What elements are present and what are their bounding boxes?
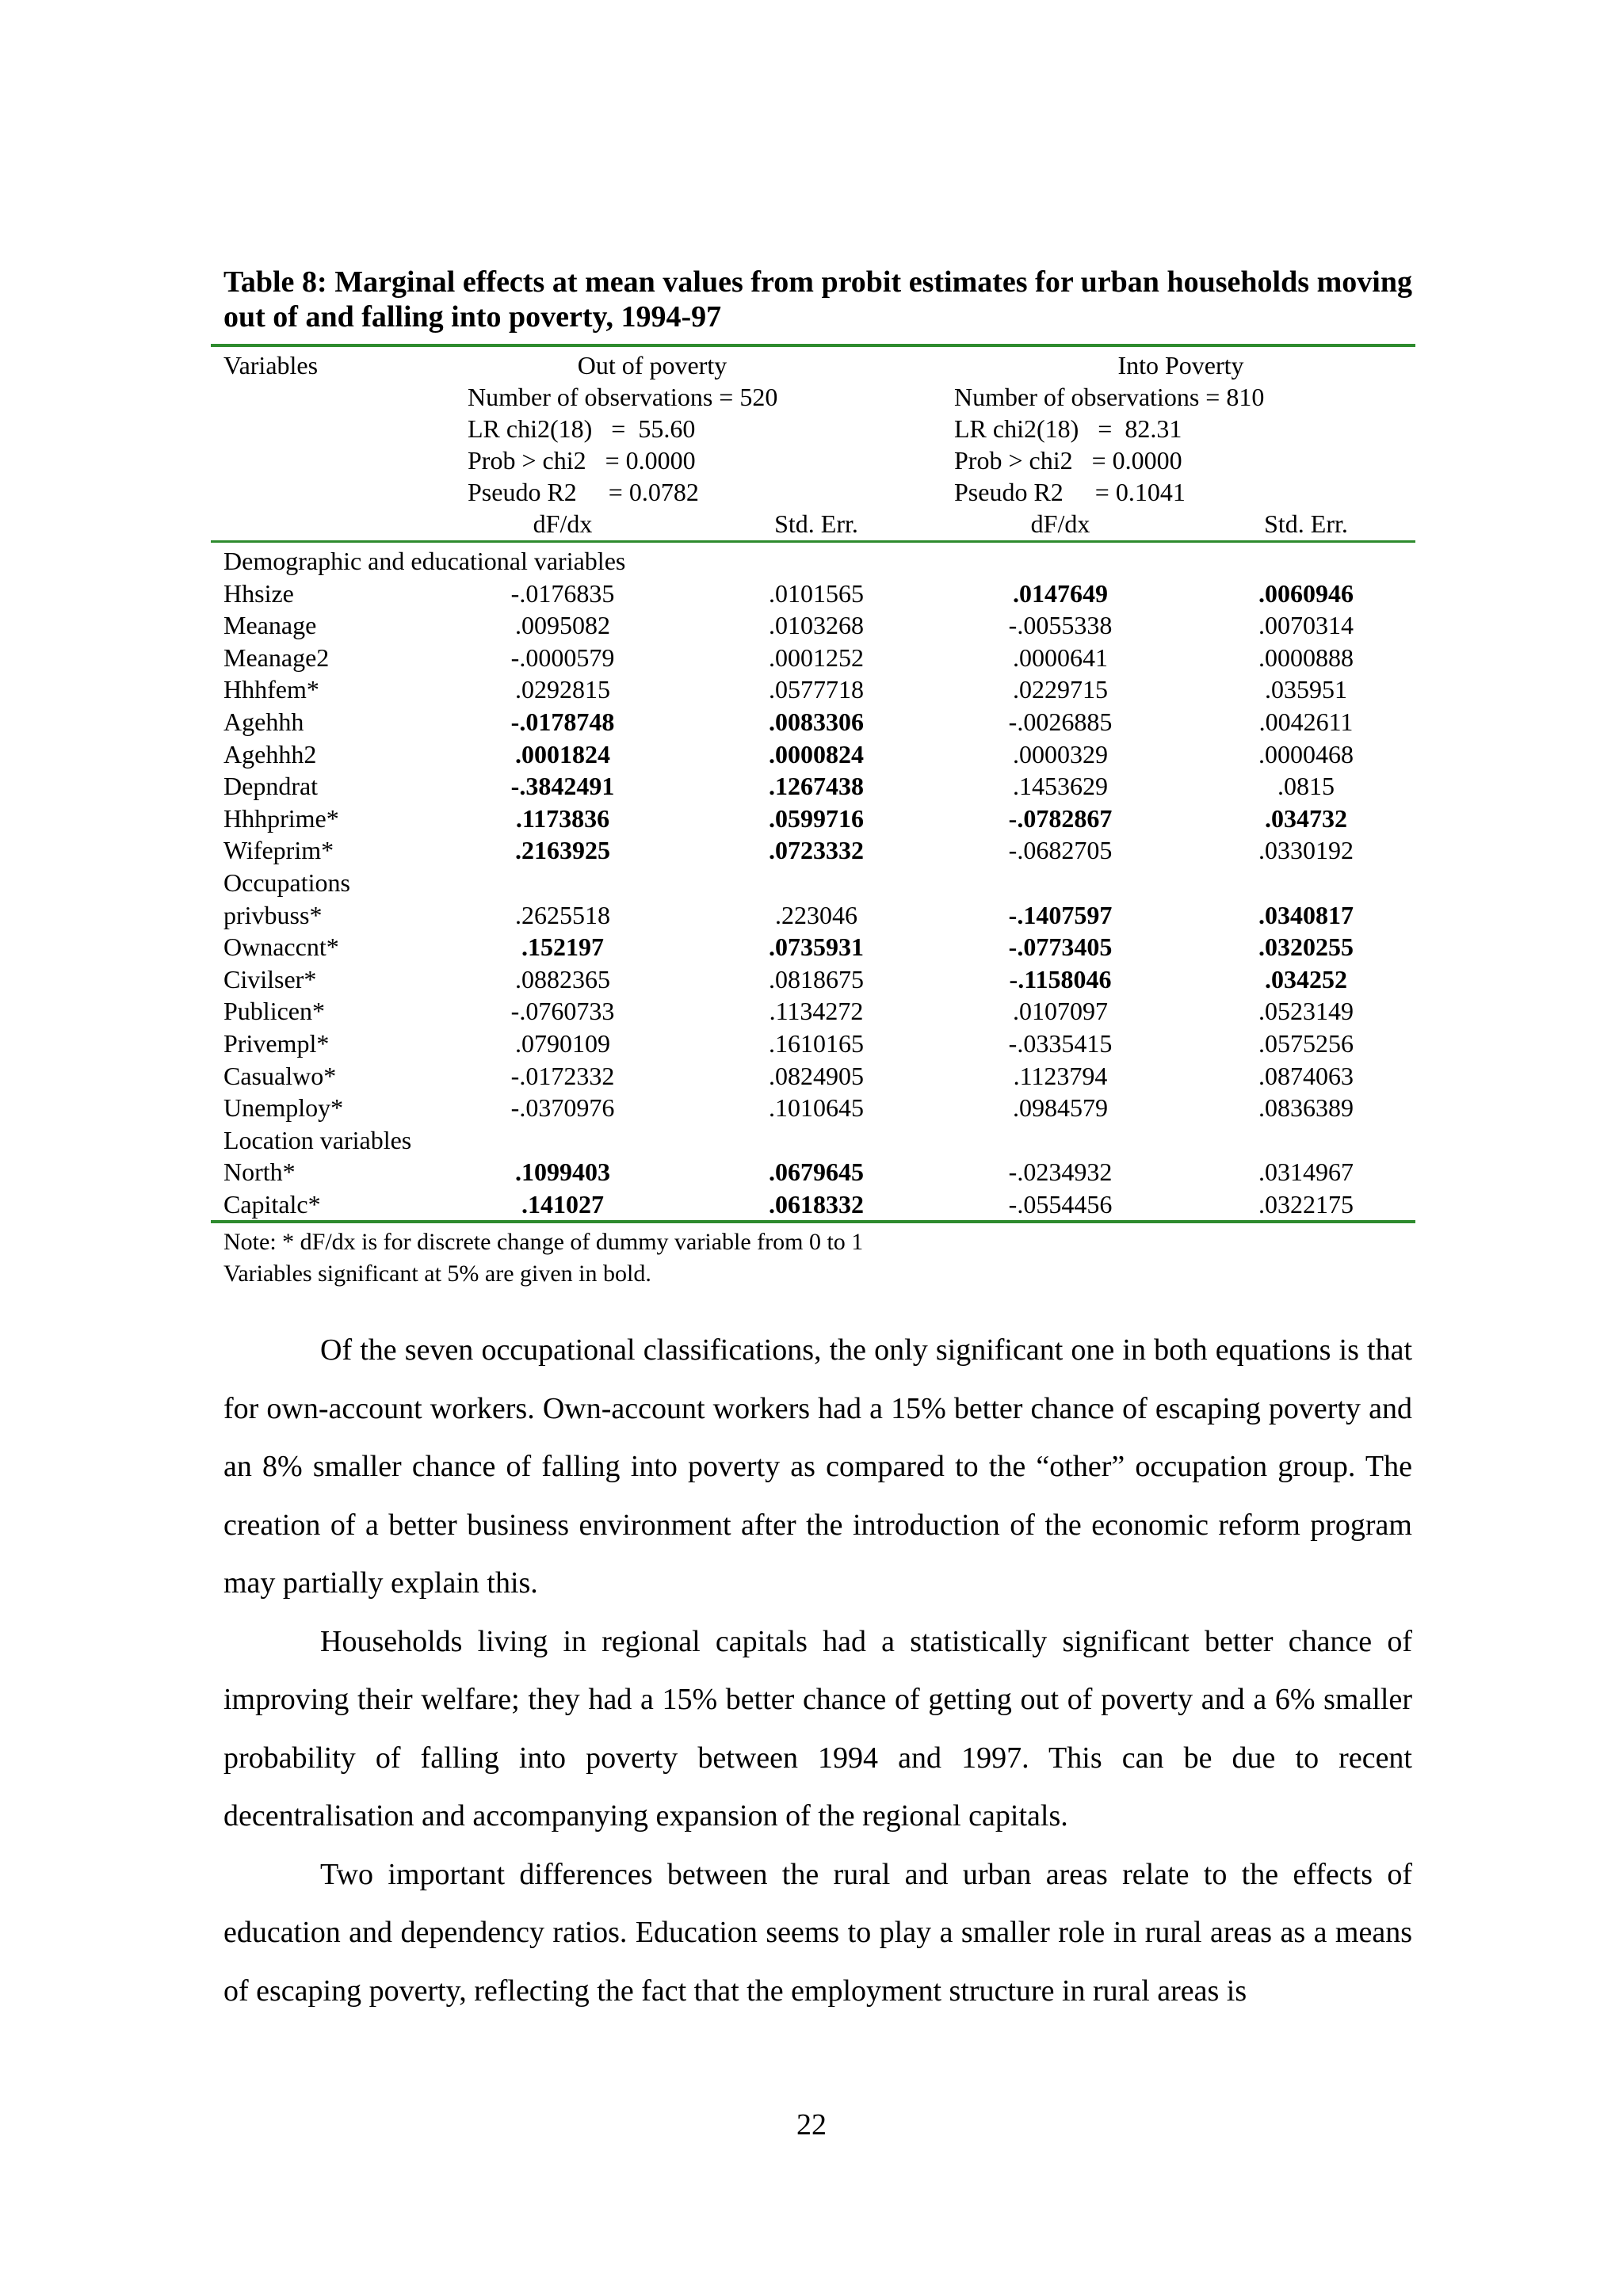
- cell-out-se: .0000824: [769, 739, 864, 769]
- cell-into-se: .0523149: [1258, 997, 1354, 1026]
- table-row: [0, 1188, 1623, 1220]
- cell-into-se: .0330192: [1258, 836, 1354, 865]
- cell-into-se: .0322175: [1258, 1190, 1354, 1219]
- header-out-stderr: Std. Err.: [774, 509, 858, 538]
- variable-label: Meanage2: [223, 643, 330, 672]
- cell-out-dfdx: -.0000579: [510, 643, 615, 672]
- table-top-rule: [211, 344, 1415, 347]
- cell-into-se: .0836389: [1258, 1093, 1354, 1123]
- variable-label: Civilser*: [223, 964, 317, 994]
- cell-into-se: .034732: [1265, 803, 1347, 833]
- cell-into-dfdx: -.0234932: [1008, 1158, 1113, 1187]
- cell-out-dfdx: .2625518: [515, 900, 610, 929]
- table-bottom-rule: [211, 1220, 1415, 1223]
- cell-into-se: .0070314: [1258, 611, 1354, 640]
- cell-out-se: .223046: [775, 900, 857, 929]
- cell-into-dfdx: .0984579: [1013, 1093, 1108, 1123]
- variable-label: Meanage: [223, 611, 317, 640]
- table-note-1: Note: * dF/dx is for discrete change of dummy variable from 0 to 1: [223, 1229, 864, 1255]
- variable-label: Hhhprime*: [223, 803, 339, 833]
- cell-out-se: .1010645: [769, 1093, 864, 1123]
- cell-into-dfdx: -.0026885: [1008, 707, 1113, 736]
- cell-out-dfdx: .0790109: [515, 1029, 610, 1058]
- table-row: [0, 1156, 1623, 1188]
- cell-into-se: .035951: [1265, 675, 1347, 704]
- cell-into-se: .0815: [1277, 772, 1335, 801]
- page-number: 22: [796, 2108, 827, 2142]
- header-out-dfdx: dF/dx: [533, 509, 593, 538]
- variable-label: Unemploy*: [223, 1093, 344, 1123]
- header-out-title: Out of poverty: [577, 351, 727, 379]
- table-row: [0, 995, 1623, 1027]
- header-into-nobs: Number of observations = 810: [954, 383, 1265, 411]
- cell-into-dfdx: -.0335415: [1008, 1029, 1113, 1058]
- table-row: [0, 609, 1623, 641]
- table-caption: Table 8: Marginal effects at mean values from probit estimates for urban households moving out of and falling into poverty, 1994-97: [223, 265, 1412, 334]
- variable-label: Hhhfem*: [223, 675, 319, 704]
- cell-into-se: .0000888: [1258, 643, 1354, 672]
- cell-into-se: .0320255: [1258, 933, 1354, 962]
- table-row: [0, 1092, 1623, 1123]
- cell-out-dfdx: -.0176835: [510, 578, 615, 608]
- cell-out-se: .0679645: [769, 1158, 864, 1187]
- table-row: [0, 834, 1623, 866]
- cell-out-se: .1134272: [769, 997, 864, 1026]
- table-header-rule: [211, 540, 1415, 543]
- table-row: [0, 642, 1623, 673]
- cell-out-dfdx: .1173836: [515, 803, 610, 833]
- cell-out-dfdx: -.0172332: [510, 1061, 615, 1090]
- table-row: [0, 706, 1623, 738]
- table-row: [0, 931, 1623, 963]
- cell-out-dfdx: -.0760733: [510, 997, 615, 1026]
- cell-into-dfdx: -.0055338: [1008, 611, 1113, 640]
- table-row: [0, 803, 1623, 834]
- cell-into-dfdx: .0147649: [1013, 578, 1108, 608]
- body-text: [223, 1322, 1412, 2020]
- cell-into-dfdx: .1453629: [1013, 772, 1108, 801]
- header-out-nobs: Number of observations = 520: [468, 383, 778, 411]
- cell-out-se: .0083306: [769, 707, 864, 736]
- table-row: [0, 738, 1623, 770]
- paragraph-3: Two important differences between the rural and urban areas relate to the effects of education and dependency ratios. Education seems to play a smaller role in rural areas as a means of escaping poverty, reflecting the fact that the employment structure in rural areas is: [223, 1857, 1412, 2008]
- cell-into-se: .0314967: [1258, 1158, 1354, 1187]
- cell-into-se: .0575256: [1258, 1029, 1354, 1058]
- variable-label: Privempl*: [223, 1029, 330, 1058]
- cell-into-se: .0000468: [1258, 739, 1354, 769]
- cell-out-se: .0001252: [769, 643, 864, 672]
- table-section-row: [0, 1124, 1623, 1156]
- cell-into-dfdx: -.0682705: [1008, 836, 1113, 865]
- header-into-lrchi2: LR chi2(18) = 82.31: [954, 414, 1182, 443]
- cell-out-dfdx: .0882365: [515, 964, 610, 994]
- section-label: Demographic and educational variables: [223, 547, 626, 575]
- variable-label: North*: [223, 1158, 296, 1187]
- cell-out-dfdx: .0292815: [515, 675, 610, 704]
- cell-out-se: .0103268: [769, 611, 864, 640]
- cell-into-dfdx: .0229715: [1013, 675, 1108, 704]
- cell-out-dfdx: -.0370976: [510, 1093, 615, 1123]
- header-into-title: Into Poverty: [1117, 351, 1244, 379]
- cell-out-dfdx: .1099403: [515, 1158, 610, 1187]
- table-row: [0, 963, 1623, 995]
- cell-into-dfdx: .1123794: [1013, 1061, 1108, 1090]
- section-label: Occupations: [223, 868, 350, 897]
- cell-out-se: .0577718: [769, 675, 864, 704]
- paragraph-1: Of the seven occupational classifications, the only significant one in both equations is that for own-account workers. Own-account workers had a 15% better chance of escaping poverty and an 8% smaller chance of falling into poverty as compared to the “other” occupation group. The creation of a better business environment after the introduction of the economic reform program may partially explain this.: [223, 1333, 1412, 1600]
- table-section-row: [0, 867, 1623, 898]
- variable-label: Publicen*: [223, 997, 325, 1026]
- cell-into-se: .0340817: [1258, 900, 1354, 929]
- variable-label: Hhsize: [223, 578, 294, 608]
- section-label: Location variables: [223, 1125, 412, 1154]
- cell-into-dfdx: -.0773405: [1008, 933, 1113, 962]
- header-out-pseudor2: Pseudo R2 = 0.0782: [468, 478, 699, 506]
- variable-label: Casualwo*: [223, 1061, 337, 1090]
- cell-out-dfdx: .0095082: [515, 611, 610, 640]
- header-out-lrchi2: LR chi2(18) = 55.60: [468, 414, 696, 443]
- cell-into-se: .0060946: [1258, 578, 1354, 608]
- variable-label: Capitalc*: [223, 1190, 321, 1219]
- cell-out-se: .0723332: [769, 836, 864, 865]
- variable-label: Ownaccnt*: [223, 933, 339, 962]
- cell-out-dfdx: .152197: [521, 933, 604, 962]
- cell-into-dfdx: -.0782867: [1008, 803, 1113, 833]
- table-row: [0, 1028, 1623, 1059]
- cell-out-dfdx: .0001824: [515, 739, 610, 769]
- cell-into-dfdx: -.1158046: [1009, 964, 1112, 994]
- cell-into-dfdx: .0107097: [1013, 997, 1108, 1026]
- cell-out-se: .0618332: [769, 1190, 864, 1219]
- header-out-prob: Prob > chi2 = 0.0000: [468, 446, 696, 475]
- variable-label: Depndrat: [223, 772, 319, 801]
- header-into-dfdx: dF/dx: [1030, 509, 1090, 538]
- variable-label: privbuss*: [223, 900, 323, 929]
- cell-out-se: .0824905: [769, 1061, 864, 1090]
- table-section-row: [0, 545, 1623, 577]
- variable-label: Wifeprim*: [223, 836, 334, 865]
- header-into-prob: Prob > chi2 = 0.0000: [954, 446, 1182, 475]
- cell-out-dfdx: .141027: [521, 1190, 604, 1219]
- table-row: [0, 578, 1623, 609]
- cell-into-dfdx: .0000329: [1013, 739, 1108, 769]
- cell-into-dfdx: -.1407597: [1008, 900, 1113, 929]
- cell-into-dfdx: .0000641: [1013, 643, 1108, 672]
- cell-out-dfdx: -.3842491: [510, 772, 615, 801]
- table-row: [0, 899, 1623, 931]
- cell-out-se: .0735931: [769, 933, 864, 962]
- variable-label: Agehhh: [223, 707, 304, 736]
- table-row: [0, 770, 1623, 802]
- cell-out-se: .1267438: [769, 772, 864, 801]
- header-variables-label: Variables: [223, 351, 319, 379]
- header-into-pseudor2: Pseudo R2 = 0.1041: [954, 478, 1186, 506]
- cell-into-se: .0874063: [1258, 1061, 1354, 1090]
- cell-out-dfdx: .2163925: [515, 836, 610, 865]
- cell-out-se: .0599716: [769, 803, 864, 833]
- cell-out-se: .0818675: [769, 964, 864, 994]
- table-note-2: Variables significant at 5% are given in bold.: [223, 1261, 651, 1287]
- cell-into-se: .034252: [1265, 964, 1347, 994]
- cell-out-se: .0101565: [769, 578, 864, 608]
- cell-into-dfdx: -.0554456: [1008, 1190, 1113, 1219]
- cell-into-se: .0042611: [1258, 707, 1354, 736]
- header-into-stderr: Std. Err.: [1264, 509, 1348, 538]
- table-row: [0, 1060, 1623, 1092]
- cell-out-se: .1610165: [769, 1029, 864, 1058]
- cell-out-dfdx: -.0178748: [510, 707, 615, 736]
- paragraph-2: Households living in regional capitals had a statistically significant better chance of improving their welfare; they had a 15% better chance of getting out of poverty and a 6% smaller probability of falling into poverty between 1994 and 1997. This can be due to recent decentralisation and accompanying expansion of the regional capitals.: [223, 1624, 1412, 1833]
- variable-label: Agehhh2: [223, 739, 317, 769]
- table-row: [0, 673, 1623, 705]
